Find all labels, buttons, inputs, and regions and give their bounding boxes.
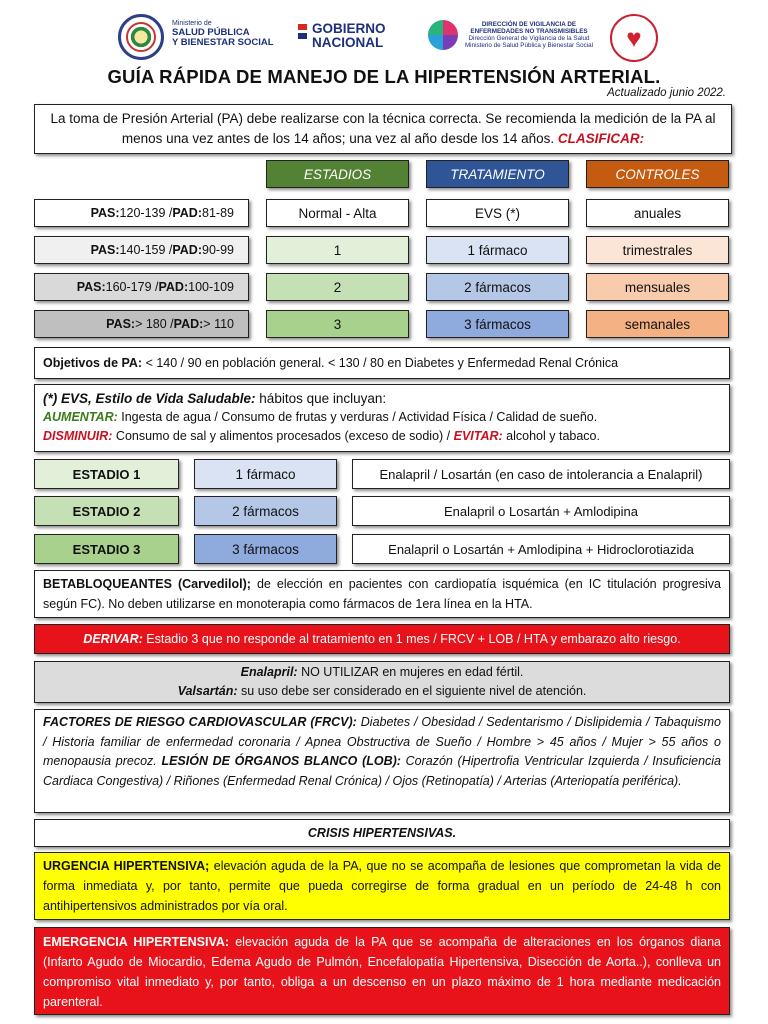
dvent-line1: DIRECCIÓN DE VIGILANCIA DE: [481, 21, 577, 28]
aumentar-text: Ingesta de agua / Consumo de frutas y verduras / Actividad Física / Calidad de sueño.: [117, 410, 598, 424]
pa-range-row-3: [34, 310, 249, 338]
pad-label: PAD:: [172, 243, 203, 257]
pad-label: PAD:: [173, 317, 204, 331]
enalapril-label: Enalapril:: [240, 665, 298, 679]
paraguay-seal-logo: [118, 14, 164, 60]
estadio-3-label: ESTADIO 3: [34, 534, 179, 564]
objetivos-text: < 140 / 90 en población general. < 130 / 80 en Diabetes y Enfermedad Renal Crónica: [142, 356, 619, 370]
aumentar-label: AUMENTAR:: [43, 410, 118, 424]
derivar-box: [34, 624, 730, 654]
estadio-2-label: ESTADIO 2: [34, 496, 179, 526]
pas-value: 120-139 /: [119, 206, 173, 220]
crisis-heading: CRISIS HIPERTENSIVAS.: [34, 819, 730, 847]
emergencia-box: [34, 927, 730, 1015]
pas-label: PAS:: [76, 280, 106, 294]
disminuir-label: DISMINUIR:: [43, 429, 113, 443]
objetivos-label: Objetivos de PA:: [43, 356, 143, 370]
emergencia-label: EMERGENCIA HIPERTENSIVA:: [43, 935, 230, 949]
pas-label: PAS:: [106, 317, 136, 331]
header-tratamiento: TRATAMIENTO: [426, 160, 569, 188]
dvent-logo-icon: [428, 20, 458, 50]
pa-range-row-1: [34, 236, 249, 264]
estadio-3-desc: Enalapril o Losartán + Amlodipina + Hidroclorotiazida: [352, 534, 730, 564]
evs-title: (*) EVS, Estilo de Vida Saludable:: [43, 391, 256, 406]
evitar-text: alcohol y tabaco.: [502, 429, 600, 443]
estadio-2-drug: 2 fármacos: [194, 496, 337, 526]
enalapril-text: NO UTILIZAR en mujeres en edad fértil.: [297, 665, 524, 679]
header-controles: CONTROLES: [586, 160, 729, 188]
heart-program-logo: [610, 14, 658, 62]
frcv-box: [34, 709, 730, 813]
urgencia-text: elevación aguda de la PA, que no se acompaña de lesiones que comprometan la vida de forma inmediata y, por tanto, permite que pueda corregirse de forma gradual en un período de 24-48 h con antihipertensivos administrados por vía oral.: [43, 859, 721, 913]
lob-text: Corazón (Hipertrofia Ventricular Izquierda / Insuficiencia Cardiaca Congestiva) / Riñones (Enfermedad Renal Crónica) / Ojos (Retinopatía) / Arterias (Arteriopatía periférica).: [43, 754, 722, 788]
estadio-cell-2: 2: [266, 273, 409, 301]
dvent-line3: Dirección General de Vigilancia de la Salud: [468, 35, 590, 42]
pas-value: 160-179 /: [105, 280, 159, 294]
pad-value: 100-109: [188, 280, 234, 294]
ministry-line2: Y BIENESTAR SOCIAL: [172, 37, 274, 48]
ministry-small: Ministerio de: [172, 20, 212, 27]
intro-text: La toma de Presión Arterial (PA) debe realizarse con la técnica correcta. Se recomienda la medición de la PA al menos una vez antes de los 14 años; una vez al año desde los 14 años.: [50, 111, 716, 146]
estadio-1-drug: 1 fármaco: [194, 459, 337, 489]
tratamiento-cell-2: 2 fármacos: [426, 273, 569, 301]
tratamiento-cell-1: 1 fármaco: [426, 236, 569, 264]
beta-label: BETABLOQUEANTES (Carvedilol);: [43, 577, 251, 591]
heart-icon: ♥: [626, 23, 642, 53]
pad-label: PAD:: [172, 206, 203, 220]
disminuir-text: Consumo de sal y alimentos procesados (exceso de sodio) /: [112, 429, 454, 443]
estadio-2-desc: Enalapril o Losartán + Amlodipina: [352, 496, 730, 526]
pad-value: 81-89: [202, 206, 234, 220]
pas-label: PAS:: [90, 243, 120, 257]
valsartan-label: Valsartán:: [177, 684, 238, 698]
updated-date: Actualizado junio 2022.: [607, 87, 726, 99]
evs-title-rest: hábitos que incluyan:: [255, 391, 387, 406]
lob-label: LESIÓN DE ÓRGANOS BLANCO (LOB):: [161, 754, 401, 768]
estadio-3-drug: 3 fármacos: [194, 534, 337, 564]
evs-box: [34, 384, 730, 452]
dvent-logo-text: [462, 21, 596, 49]
control-cell-0: anuales: [586, 199, 729, 227]
urgencia-box: [34, 852, 730, 920]
evitar-label: EVITAR:: [453, 429, 503, 443]
gobierno-nacional-logo: [312, 22, 386, 50]
control-cell-2: mensuales: [586, 273, 729, 301]
pa-range-row-0: [34, 199, 249, 227]
pa-range-row-2: [34, 273, 249, 301]
frcv-label: FACTORES DE RIESGO CARDIOVASCULAR (FRCV):: [43, 715, 357, 729]
beta-text: de elección en pacientes con cardiopatía isquémica (en IC titulación progresiva según FC). No deben utilizarse en monoterapia como fármacos de 1era línea en la HTA.: [43, 577, 721, 611]
warnings-box: [34, 661, 730, 703]
urgencia-label: URGENCIA HIPERTENSIVA;: [43, 859, 210, 873]
tratamiento-cell-0: EVS (*): [426, 199, 569, 227]
frcv-text: Diabetes / Obesidad / Sedentarismo / Dislipidemia / Tabaquismo / Historia familiar de enfermedad coronaria / Apnea Obstructiva de Sueño / Hombre > 45 años / Mujer > 55 años o menopausia precoz.: [43, 715, 721, 768]
intro-box: [34, 104, 732, 154]
estadio-1-desc: Enalapril / Losartán (en caso de intolerancia a Enalapril): [352, 459, 730, 489]
betabloqueantes-box: [34, 570, 730, 618]
control-cell-3: semanales: [586, 310, 729, 338]
emergencia-text: elevación aguda de la PA que se acompaña de alteraciones en los órganos diana (Infarto Agudo de Miocardio, Edema Agudo de Pulmón, Encefalopatía Hipertensiva, Disección de Aorta..), conlleva un compromiso vital inmediato y, por tanto, obliga a un descenso en un plazo máximo de 1 hora mediante medicación parenteral.: [43, 935, 721, 1009]
estadio-cell-0: Normal - Alta: [266, 199, 409, 227]
valsartan-text: su uso debe ser considerado en el siguiente nivel de atención.: [237, 684, 587, 698]
ministry-logo-text: [172, 20, 274, 48]
header-estadios: ESTADIOS: [266, 160, 409, 188]
estadio-cell-3: 3: [266, 310, 409, 338]
dvent-line4: Ministerio de Salud Pública y Bienestar Social: [464, 42, 594, 49]
estadio-cell-1: 1: [266, 236, 409, 264]
pas-value: 140-159 /: [119, 243, 173, 257]
gob-line2: NACIONAL: [312, 35, 384, 50]
pas-value: > 180 /: [135, 317, 174, 331]
page-title: GUÍA RÁPIDA DE MANEJO DE LA HIPERTENSIÓN ARTERIAL.: [107, 66, 661, 87]
intro-highlight: CLASIFICAR:: [557, 131, 645, 146]
pad-value: 90-99: [202, 243, 234, 257]
estadio-1-label: ESTADIO 1: [34, 459, 179, 489]
derivar-label: DERIVAR:: [83, 632, 143, 646]
pad-value: > 110: [203, 317, 234, 331]
flag-icon: [298, 24, 307, 42]
pad-label: PAD:: [158, 280, 189, 294]
objetivos-box: [34, 347, 730, 379]
ministry-line1: SALUD PÚBLICA: [172, 27, 250, 38]
dvent-line2: ENFERMEDADES NO TRANSMISIBLES: [470, 28, 588, 35]
tratamiento-cell-3: 3 fármacos: [426, 310, 569, 338]
gob-line1: GOBIERNO: [312, 21, 386, 36]
derivar-text: Estadio 3 que no responde al tratamiento en 1 mes / FRCV + LOB / HTA y embarazo alto riesgo.: [142, 632, 681, 646]
control-cell-1: trimestrales: [586, 236, 729, 264]
pas-label: PAS:: [90, 206, 120, 220]
